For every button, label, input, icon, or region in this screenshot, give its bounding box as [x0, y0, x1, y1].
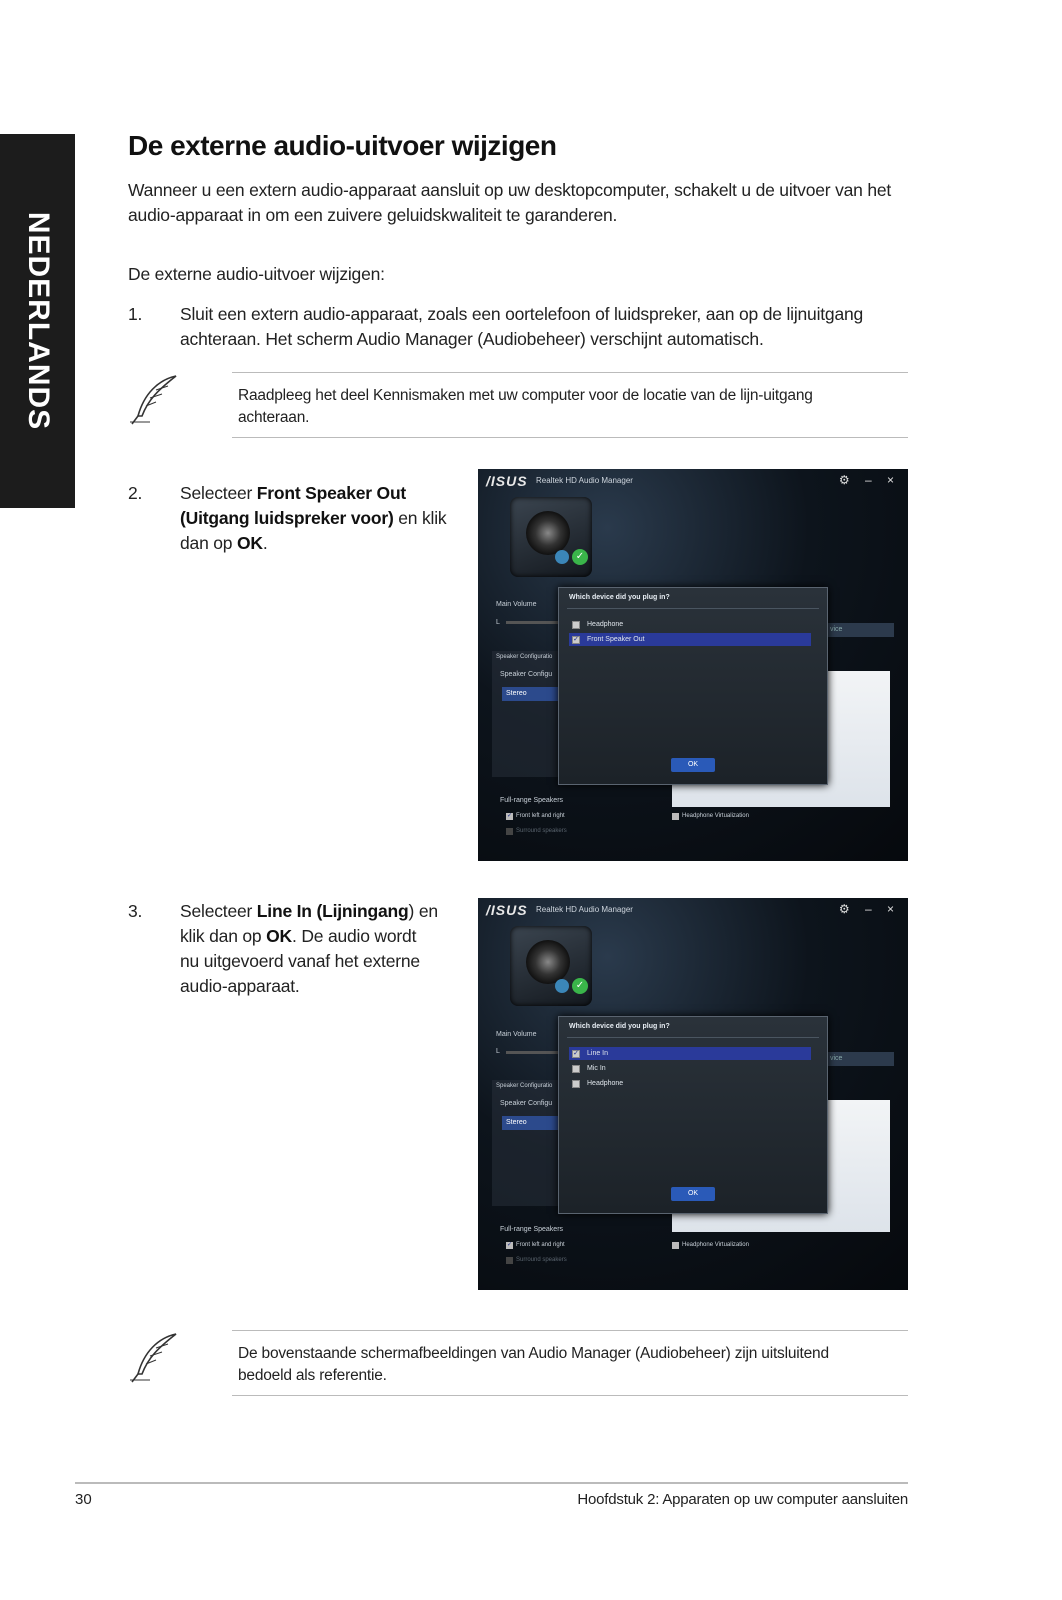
front-lr-checkbox[interactable]: ✓ Front left and right [506, 813, 565, 819]
note-1-line-1: Raadpleeg het deel Kennismaken met uw computer voor de locatie van de lijn-uitgang [238, 387, 813, 404]
hp-virtual-label-2: Headphone Virtualization [682, 1242, 749, 1248]
procedure-lead: De externe audio-uitvoer wijzigen: [128, 264, 385, 284]
speaker-config-label-2: Speaker Configu [500, 1100, 553, 1107]
note-1 [232, 372, 908, 438]
language-label: NEDERLANDS [21, 211, 55, 431]
step-3-option-name: Line In (Lijningang [256, 901, 409, 921]
option-headphone-2[interactable] [569, 1077, 811, 1090]
step-1-text [180, 302, 920, 352]
front-lr-label: Front left and right [516, 813, 565, 819]
ok-button[interactable]: OK [671, 758, 715, 772]
step-1 [128, 302, 908, 352]
dialog-question: Which device did you plug in? [569, 594, 670, 601]
chapter-title: Hoofdstuk 2: Apparaten op uw computer aansluiten [577, 1491, 908, 1508]
note-2 [232, 1330, 908, 1396]
page-title: De externe audio-uitvoer wijzigen [128, 130, 557, 161]
step-1-line-2: achteraan. Het scherm Audio Manager (Audiobeheer) verschijnt automatisch. [180, 329, 764, 349]
option-line-in[interactable]: ✓ Line In [569, 1047, 811, 1060]
option-line-in-label: Line In [587, 1050, 609, 1057]
main-volume-label: Main Volume [496, 601, 537, 608]
hp-virtual-checkbox[interactable] [672, 813, 749, 819]
device-dialog-2 [558, 1016, 828, 1214]
window-controls[interactable]: ⚙ – × [838, 473, 900, 487]
option-headphone-2-label: Headphone [587, 1080, 624, 1087]
speaker-config-label: Speaker Configu [500, 671, 553, 678]
step-2-text [180, 481, 470, 556]
device-dialog [558, 587, 828, 785]
device-dropdown[interactable]: vice [824, 623, 894, 637]
step-3-ok: OK [266, 926, 292, 946]
app-title-2: Realtek HD Audio Manager [536, 905, 633, 914]
step-3-post1: ) en [408, 901, 438, 921]
option-front-speaker-out-label: Front Speaker Out [587, 636, 645, 643]
option-headphone-label: Headphone [587, 621, 624, 628]
option-mic-in-label: Mic In [587, 1065, 606, 1072]
stereo-select[interactable]: Stereo [502, 687, 558, 701]
window-controls-2[interactable]: ⚙ – × [838, 902, 900, 916]
step-3 [128, 899, 468, 1003]
language-side-tab [0, 134, 75, 508]
step-3-text [180, 899, 470, 999]
step-3-post2: . De audio wordt [292, 926, 417, 946]
step-3-line-4: audio-apparaat. [180, 976, 300, 996]
note-1-line-2: achteraan. [238, 409, 310, 426]
speaker-config-tab-2[interactable]: Speaker Configuratio [496, 1083, 553, 1089]
note-feather-icon [128, 372, 182, 426]
device-dropdown-2[interactable]: vice [824, 1052, 894, 1066]
note-2-line-2: bedoeld als referentie. [238, 1367, 387, 1384]
step-2-option-translation: (Uitgang luidspreker voor) [180, 508, 394, 528]
step-2-period: . [262, 533, 268, 553]
app-titlebar [478, 469, 908, 493]
option-headphone[interactable] [569, 618, 811, 631]
step-2-pre: Selecteer [180, 483, 257, 503]
asus-logo: /ISUS [486, 473, 528, 489]
surround-label-2: Surround speakers [516, 1257, 567, 1263]
surround-label: Surround speakers [516, 828, 567, 834]
step-1-number: 1. [128, 304, 143, 324]
step-1-line-1: Sluit een extern audio-apparaat, zoals een oortelefoon of luidspreker, aan op de lijnuitgang [180, 304, 864, 324]
surround-checkbox[interactable] [506, 828, 567, 834]
full-range-label-2: Full-range Speakers [500, 1226, 564, 1233]
left-channel-label: L [496, 619, 500, 626]
stereo-select-2[interactable]: Stereo [502, 1116, 558, 1130]
speaker-icon-2: ✓ [510, 926, 592, 1006]
hp-virtual-checkbox-2[interactable] [672, 1242, 749, 1248]
speaker-icon: ✓ [510, 497, 592, 577]
front-lr-checkbox-2[interactable]: ✓ Front left and right [506, 1242, 565, 1248]
footer-divider [75, 1482, 908, 1484]
ok-button-2[interactable]: OK [671, 1187, 715, 1201]
intro-paragraph: Wanneer u een extern audio-apparaat aansluit op uw desktopcomputer, schakelt u de uitvoer van het audio-apparaat in om een zuivere geluidskwaliteit te garanderen. [128, 180, 892, 225]
option-mic-in[interactable] [569, 1062, 811, 1075]
front-lr-label-2: Front left and right [516, 1242, 565, 1248]
app-title: Realtek HD Audio Manager [536, 476, 633, 485]
speaker-config-tab[interactable]: Speaker Configuratio [496, 654, 553, 660]
dialog-question-2: Which device did you plug in? [569, 1023, 670, 1030]
screenshot-front-speaker-out [478, 469, 908, 861]
asus-logo-2: /ISUS [486, 902, 528, 918]
page-number: 30 [75, 1491, 92, 1508]
volume-slider[interactable] [506, 621, 558, 624]
left-channel-label-2: L [496, 1048, 500, 1055]
step-3-pre2: klik dan op [180, 926, 267, 946]
hp-virtual-label: Headphone Virtualization [682, 813, 749, 819]
step-3-pre: Selecteer [180, 901, 257, 921]
step-2-mid: en klik [393, 508, 447, 528]
full-range-label: Full-range Speakers [500, 797, 564, 804]
surround-checkbox-2[interactable] [506, 1257, 567, 1263]
app-titlebar-2 [478, 898, 908, 922]
volume-slider-2[interactable] [506, 1051, 558, 1054]
option-front-speaker-out[interactable]: ✓ Front Speaker Out [569, 633, 811, 646]
screenshot-line-in [478, 898, 908, 1290]
main-volume-label-2: Main Volume [496, 1031, 537, 1038]
step-2-ok: OK [237, 533, 263, 553]
step-3-number: 3. [128, 901, 143, 921]
step-2-number: 2. [128, 483, 143, 503]
note-feather-icon-2 [128, 1330, 182, 1384]
step-2-pre3: dan op [180, 533, 237, 553]
step-3-line-3: nu uitgevoerd vanaf het externe [180, 951, 420, 971]
note-2-line-1: De bovenstaande schermafbeeldingen van Audio Manager (Audiobeheer) zijn uitsluitend [238, 1345, 829, 1362]
step-2 [128, 481, 468, 561]
step-2-option-name: Front Speaker Out [256, 483, 407, 503]
